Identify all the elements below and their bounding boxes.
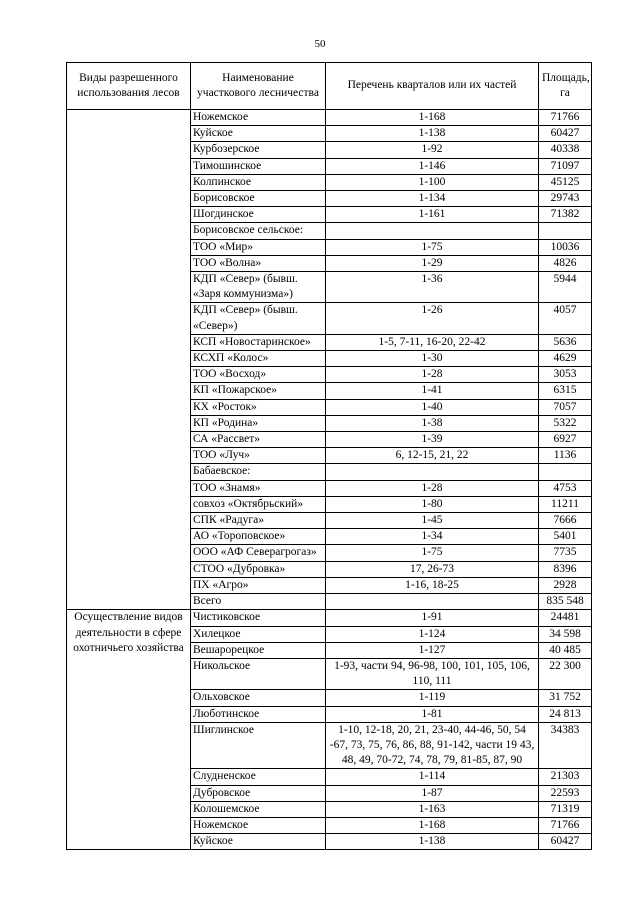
table-row [67,610,592,626]
quarters-cell: 1-114 [326,769,539,785]
quarters-cell: 1-45 [326,513,539,529]
area-cell: 71766 [539,110,592,126]
forestry-cell: Бабаевское: [191,464,326,480]
area-cell: 34383 [539,722,592,769]
header-area: Площадь, га [539,63,592,110]
area-cell: 7057 [539,399,592,415]
area-cell: 5636 [539,334,592,350]
area-cell: 3053 [539,367,592,383]
forestry-cell: КСП «Новостаринское» [191,334,326,350]
forestry-cell: КДП «Север» (бывш. «Заря коммунизма») [191,272,326,303]
header-quarters: Перечень кварталов или их частей [326,63,539,110]
area-cell: 4753 [539,480,592,496]
area-cell: 4057 [539,303,592,334]
forestry-cell: совхоз «Октябрьский» [191,496,326,512]
area-cell: 45125 [539,174,592,190]
header-forestry: Наименование участкового лесничества [191,63,326,110]
area-cell: 40338 [539,142,592,158]
table-header-row [67,63,592,110]
quarters-cell: 1-34 [326,529,539,545]
forestry-cell: ТОО «Луч» [191,448,326,464]
area-cell: 71766 [539,817,592,833]
forestry-cell: Шиглинское [191,722,326,769]
quarters-cell: 1-146 [326,158,539,174]
area-cell [539,464,592,480]
quarters-cell: 17, 26-73 [326,561,539,577]
area-cell: 60427 [539,834,592,850]
forestry-cell: ТОО «Знамя» [191,480,326,496]
area-cell: 7666 [539,513,592,529]
quarters-cell [326,594,539,610]
area-cell: 4826 [539,255,592,271]
quarters-cell: 1-26 [326,303,539,334]
forestry-cell: Борисовское [191,191,326,207]
area-cell: 4629 [539,351,592,367]
area-cell: 71382 [539,207,592,223]
area-cell [539,223,592,239]
forestry-cell: КСХП «Колос» [191,351,326,367]
quarters-cell: 1-30 [326,351,539,367]
quarters-cell: 1-81 [326,706,539,722]
area-cell: 8396 [539,561,592,577]
area-cell: 5322 [539,415,592,431]
quarters-cell: 1-10, 12-18, 20, 21, 23-40, 44-46, 50, 54 -67, 73, 75, 76, 86, 88, 91-142, части 19 43, 48, 49, 70-72, 74, 78, 79, 81-85, 87, 90 [326,722,539,769]
quarters-cell: 1-41 [326,383,539,399]
quarters-cell: 1-40 [326,399,539,415]
area-cell: 6927 [539,432,592,448]
quarters-cell: 1-38 [326,415,539,431]
forestry-cell: СПК «Радуга» [191,513,326,529]
area-cell: 5944 [539,272,592,303]
quarters-cell: 1-161 [326,207,539,223]
quarters-cell: 1-29 [326,255,539,271]
forestry-cell: ООО «АФ Северагрогаз» [191,545,326,561]
area-cell: 10036 [539,239,592,255]
quarters-cell: 1-28 [326,480,539,496]
page-number: 50 [314,38,326,50]
quarters-cell: 1-168 [326,110,539,126]
area-cell: 1136 [539,448,592,464]
area-cell: 60427 [539,126,592,142]
forestry-cell: КДП «Север» (бывш. «Север») [191,303,326,334]
forestry-cell: ТОО «Мир» [191,239,326,255]
quarters-cell: 1-138 [326,126,539,142]
forestry-cell: Тимошинское [191,158,326,174]
quarters-cell: 1-75 [326,545,539,561]
quarters-cell [326,223,539,239]
quarters-cell [326,464,539,480]
use-type-cell [67,110,191,610]
quarters-cell: 1-36 [326,272,539,303]
use-type-cell: Осуществление видов деятельности в сфере охотничьего хозяйства [67,610,191,850]
forestry-cell: Вешарорецкое [191,642,326,658]
forestry-cell: Ножемское [191,110,326,126]
quarters-cell: 1-93, части 94, 96-98, 100, 101, 105, 106, 110, 111 [326,658,539,689]
forestry-cell: Всего [191,594,326,610]
area-cell: 6315 [539,383,592,399]
forestry-cell: ТОО «Волна» [191,255,326,271]
area-cell: 2928 [539,577,592,593]
forestry-cell: ТОО «Восход» [191,367,326,383]
area-cell: 24 813 [539,706,592,722]
area-cell: 29743 [539,191,592,207]
table-body [67,110,592,850]
area-cell: 835 548 [539,594,592,610]
area-cell: 24481 [539,610,592,626]
forest-use-table [66,62,592,850]
quarters-cell: 1-119 [326,690,539,706]
forestry-cell: Куйское [191,834,326,850]
quarters-cell: 1-127 [326,642,539,658]
forestry-cell: АО «Тороповское» [191,529,326,545]
forestry-cell: Дубровское [191,785,326,801]
forestry-cell: Ольховское [191,690,326,706]
quarters-cell: 1-168 [326,817,539,833]
area-cell: 31 752 [539,690,592,706]
forestry-cell: Слудненское [191,769,326,785]
area-cell: 71097 [539,158,592,174]
area-cell: 22593 [539,785,592,801]
quarters-cell: 1-80 [326,496,539,512]
forestry-cell: КП «Родина» [191,415,326,431]
area-cell: 11211 [539,496,592,512]
forestry-cell: СТОО «Дубровка» [191,561,326,577]
quarters-cell: 1-124 [326,626,539,642]
quarters-cell: 1-75 [326,239,539,255]
quarters-cell: 1-92 [326,142,539,158]
area-cell: 34 598 [539,626,592,642]
table-row [67,110,592,126]
quarters-cell: 1-87 [326,785,539,801]
quarters-cell: 6, 12-15, 21, 22 [326,448,539,464]
quarters-cell: 1-5, 7-11, 16-20, 22-42 [326,334,539,350]
forestry-cell: Люботинское [191,706,326,722]
quarters-cell: 1-134 [326,191,539,207]
forestry-cell: Куйское [191,126,326,142]
quarters-cell: 1-16, 18-25 [326,577,539,593]
forestry-cell: Шогдинское [191,207,326,223]
forestry-cell: СА «Рассвет» [191,432,326,448]
quarters-cell: 1-138 [326,834,539,850]
forestry-cell: Борисовское сельское: [191,223,326,239]
forestry-cell: Никольское [191,658,326,689]
quarters-cell: 1-163 [326,801,539,817]
forestry-cell: Хилецкое [191,626,326,642]
quarters-cell: 1-28 [326,367,539,383]
quarters-cell: 1-39 [326,432,539,448]
forestry-cell: Курбозерское [191,142,326,158]
forestry-cell: Чистиковское [191,610,326,626]
forestry-cell: ПХ «Агро» [191,577,326,593]
area-cell: 5401 [539,529,592,545]
quarters-cell: 1-91 [326,610,539,626]
area-cell: 7735 [539,545,592,561]
quarters-cell: 1-100 [326,174,539,190]
header-use-type: Виды разрешенного использования лесов [67,63,191,110]
forestry-cell: Колпинское [191,174,326,190]
area-cell: 40 485 [539,642,592,658]
forestry-cell: Ножемское [191,817,326,833]
forestry-cell: КП «Пожарское» [191,383,326,399]
forestry-cell: КХ «Росток» [191,399,326,415]
forestry-cell: Колошемское [191,801,326,817]
area-cell: 21303 [539,769,592,785]
area-cell: 22 300 [539,658,592,689]
area-cell: 71319 [539,801,592,817]
